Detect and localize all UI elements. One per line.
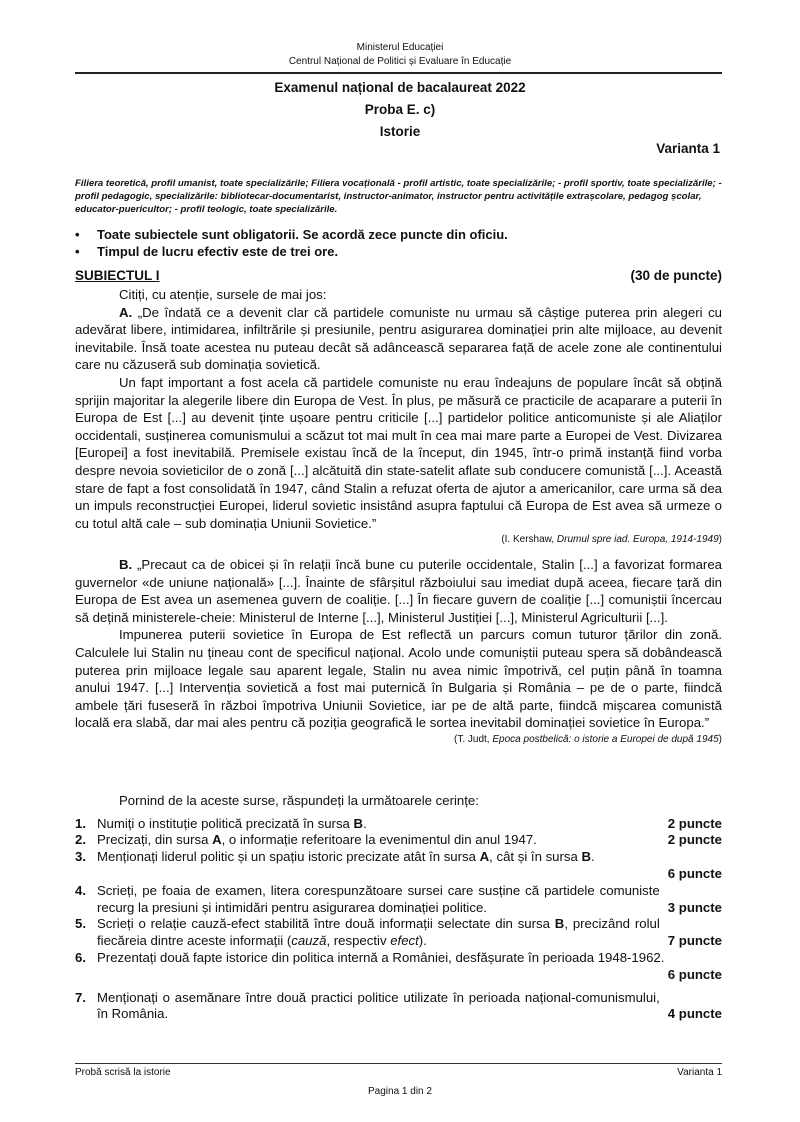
question-points: 6 puncte — [667, 966, 722, 982]
footer-divider — [75, 1063, 722, 1064]
question-item: 5. 7 puncte Scrieți o relație cauză-efect stabilită între două informații selectate din sursa B, precizând rolul fiecăreia dintre aceste informații (cauză, respectiv efect). — [75, 916, 722, 949]
question-points: 6 puncte — [667, 865, 722, 881]
question-points: 3 puncte — [667, 899, 722, 915]
exam-rules — [75, 226, 722, 260]
subject-points: (30 de puncte) — [630, 268, 722, 283]
subject-title: SUBIECTUL I — [75, 268, 160, 283]
rule-item: • Timpul de lucru efectiv este de trei ore. — [75, 244, 339, 259]
subject-heading — [75, 268, 722, 283]
question-points: 2 puncte — [667, 815, 722, 831]
question-item: 1. 2 puncte Numiți o instituție politică precizată în sursa B. — [75, 815, 722, 831]
subject-name: Istorie — [379, 124, 421, 139]
header-divider — [75, 72, 722, 74]
questions-block — [75, 792, 722, 1023]
footer-left: Probă scrisă la istorie — [75, 1067, 171, 1078]
center-name: Centrul Național de Politici și Evaluare în Educație — [288, 56, 512, 67]
source-b-block — [75, 556, 722, 749]
source-a-citation: (I. Kershaw, Drumul spre iad. Europa, 1914-1949) — [501, 534, 722, 546]
source-a-p2: Un fapt important a fost acela că partidele comuniste nu erau îndeajuns de populare încât să obțină sprijin majoritar la alegerile libere din Europa de Vest. În plus, pe măsură ce practicile de acaparare a puterii în Europa de Est [...] au devenit ținte ușoare pentru criticile [...] partidelor politice anticomuniste și ale Aliaților occidentali, susținerea comunismului a scăzut tot mai mult în cea mai mare parte a Europei de Vest. Divizarea [Europei] a fost inevitabilă. Premisele existau încă de la început, din 1945, într-o primă instanță fiind vorba despre nevoia sovieticilor de o zonă [...] alcătuită din state-satelit aflate sub conducere comunistă [...]. Această stare de fapt a fost consolidată în 1947, când Stalin a refuzat oferta de ajutor a americanilor, care urma să dea un impuls reconstrucției Europei, liderul sovietic insistând asupra faptului că Europa de Est avea să urmeze o cu totul altă cale – sub dominația Uniunii Sovietice.” — [75, 374, 722, 531]
source-a-label: A. — [119, 304, 133, 320]
filiera-text: Filiera teoretică, profil umanist, toate specializările; Filiera vocațională - profil artistic, toate specializările; - profil sportiv, toate specializările; - profil pedagogic, specializările: bibliotecar-documentarist, instructor-animator, instructor pentru activitățile extrașcolare, pedagog școlar, educator-puericultor; - profil teologic, toate specializările. — [75, 178, 722, 215]
rule-item: • Toate subiectele sunt obligatorii. Se acordă zece puncte din oficiu. — [75, 227, 508, 242]
exam-title: Examenul național de bacalaureat 2022 — [274, 80, 526, 95]
source-b-label: B. — [119, 557, 133, 572]
bullet-icon: • — [75, 244, 80, 259]
question-item: 7. 4 puncte Menționați o asemănare între două practici politice utilizate în perioada național-comunismului, în România. — [75, 989, 722, 1022]
source-a-p1: A. „De îndată ce a devenit clar că partidele comuniste nu urmau să câștige puterea prin alegeri cu adevărat libere, intimidarea, infiltrările și presiunile, pentru asigurarea dominației prin alte mijloace, au devenit inevitabile. Însă toate acestea nu puteau decât să adâncească separarea față de acele zone ale continentului care nu căzuseră sub dominația sovietică. — [75, 304, 722, 373]
sources-block — [75, 286, 722, 549]
source-b-p1: B. „Precaut ca de obicei și în relații încă bune cu puterile occidentale, Stalin [...] a favorizat formarea guvernelor «de uniune națională» [...]. Înainte de sfârșitul războiului sau imediat după aceea, fiecare țară din Europa de Est avea un asemenea guvern de coaliție. [...] În fiecare guvern de coaliție [...] comuniștii încercau să dețină ministerele-cheie: Ministerul de Interne [...], Ministerul Justiției [...], Ministerul Agriculturii [...]. — [75, 557, 722, 625]
source-b-p2: Impunerea puterii sovietice în Europa de Est reflectă un parcurs comun tuturor țărilor din zonă. Calculele lui Stalin nu țineau cont de specificul național. Acolo unde comuniștii puteau spera să dobândească puterea prin mijloace legale sau aparent legale, Stalin nu avea nimic împotrivă, cel puțin până în toamna anului 1947. [...] Intervenția sovietică a fost mai puternică în Bulgaria și România – pe de o parte, fiindcă ambele țări fuseseră în război împotriva Uniunii Sovietice, iar pe de altă parte, fiindcă mișcarea comunistă locală era slabă, dar mai ales pentru că poziția geografică le sortea inevitabil dominației sovietice în Europa.” — [75, 627, 722, 731]
footer-right: Varianta 1 — [677, 1067, 722, 1078]
question-points: 2 puncte — [667, 832, 722, 848]
question-item: 4. 3 puncte Scrieți, pe foaia de examen, litera corespunzătoare sursei care susține că partidele comuniste recurg la presiuni și intimidări pentru asigurarea dominației politice. — [75, 882, 722, 915]
bullet-icon: • — [75, 227, 80, 242]
question-points: 4 puncte — [667, 1006, 722, 1022]
question-item: 6. Prezentați două fapte istorice din politica internă a României, desfășurate în perioada 1948-1962. 6 puncte — [75, 949, 722, 982]
questions-intro: Pornind de la aceste surse, răspundeți la următoarele cerințe: — [119, 793, 479, 808]
page-number: Pagina 1 din 2 — [368, 1086, 432, 1097]
source-b-citation: (T. Judt, Epoca postbelică: o istorie a Europei de după 1945) — [454, 733, 722, 745]
question-item: 3. Menționați liderul politic și un spațiu istoric precizate atât în sursa A, cât și în sursa B. 6 puncte — [75, 849, 722, 881]
proba-label: Proba E. c) — [364, 102, 436, 117]
varianta-label: Varianta 1 — [656, 141, 720, 156]
intro-text: Citiți, cu atenție, sursele de mai jos: — [119, 287, 327, 302]
ministry-name: Ministerul Educației — [356, 42, 444, 53]
question-points: 7 puncte — [667, 933, 722, 949]
question-item: 2. 2 puncte Precizați, din sursa A, o informație referitoare la evenimentul din anul 1947. — [75, 832, 722, 848]
